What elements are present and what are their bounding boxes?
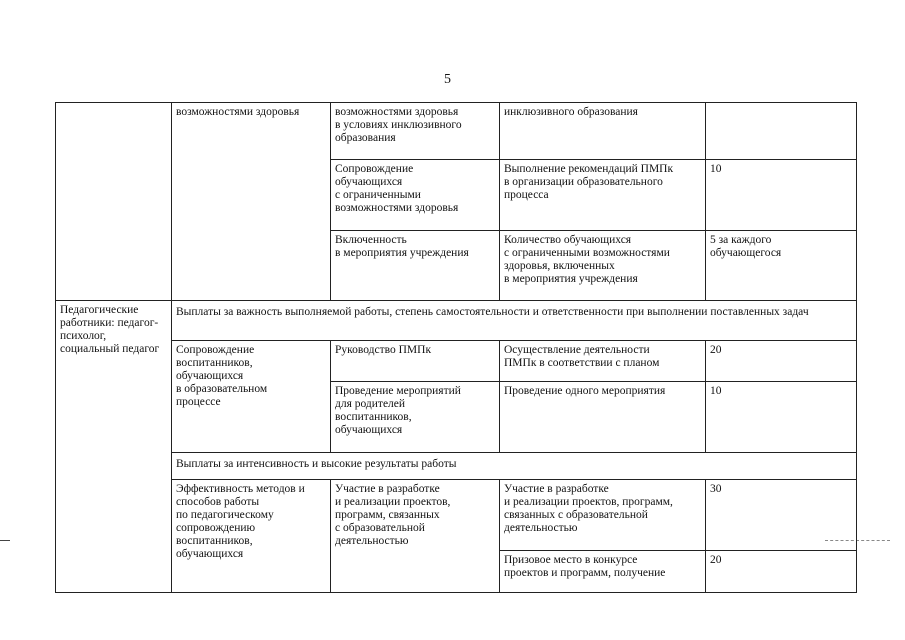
criteria-cell: Эффективность методов и способов работы по педагогическому сопровождению воспитанников, обучающихся bbox=[172, 480, 331, 593]
criteria-cell: возможностями здоровья bbox=[172, 103, 331, 301]
indicator-cell: Включенность в мероприятия учреждения bbox=[331, 231, 500, 301]
table-row bbox=[56, 103, 857, 160]
points-cell bbox=[706, 103, 857, 160]
measure-cell: Выполнение рекомендаций ПМПк в организации образовательного процесса bbox=[500, 160, 706, 231]
payments-table bbox=[55, 102, 857, 593]
measure-cell: Осуществление деятельности ПМПк в соответствии с планом bbox=[500, 341, 706, 382]
indicator-cell: Проведение мероприятий для родителей воспитанников, обучающихся bbox=[331, 382, 500, 453]
category-cell bbox=[56, 103, 172, 301]
points-cell: 20 bbox=[706, 341, 857, 382]
measure-cell: Количество обучающихся с ограниченными возможностями здоровья, включенных в мероприятия учреждения bbox=[500, 231, 706, 301]
measure-cell: Проведение одного мероприятия bbox=[500, 382, 706, 453]
category-cell: Педагогические работники: педагог- психолог, социальный педагог bbox=[56, 301, 172, 593]
measure-cell: Призовое место в конкурсе проектов и программ, получение bbox=[500, 551, 706, 593]
section-header: Выплаты за интенсивность и высокие результаты работы bbox=[172, 453, 857, 480]
table-row bbox=[56, 301, 857, 341]
points-cell: 30 bbox=[706, 480, 857, 551]
points-cell: 5 за каждого обучающегося bbox=[706, 231, 857, 301]
table-row bbox=[56, 453, 857, 480]
points-cell: 20 bbox=[706, 551, 857, 593]
measure-cell: инклюзивного образования bbox=[500, 103, 706, 160]
left-margin-mark bbox=[0, 540, 10, 541]
table-row bbox=[56, 341, 857, 382]
indicator-cell: Руководство ПМПк bbox=[331, 341, 500, 382]
section-header: Выплаты за важность выполняемой работы, степень самостоятельности и ответственности при выполнении поставленных задач bbox=[172, 301, 857, 341]
points-cell: 10 bbox=[706, 382, 857, 453]
indicator-cell: возможностями здоровья в условиях инклюзивного образования bbox=[331, 103, 500, 160]
points-cell: 10 bbox=[706, 160, 857, 231]
measure-cell: Участие в разработке и реализации проектов, программ, связанных с образовательной деятельностью bbox=[500, 480, 706, 551]
page-number: 5 bbox=[444, 72, 451, 87]
table-row bbox=[56, 480, 857, 551]
indicator-cell: Сопровождение обучающихся с ограниченными возможностями здоровья bbox=[331, 160, 500, 231]
criteria-cell: Сопровождение воспитанников, обучающихся в образовательном процессе bbox=[172, 341, 331, 453]
indicator-cell: Участие в разработке и реализации проектов, программ, связанных с образовательной деятельностью bbox=[331, 480, 500, 593]
